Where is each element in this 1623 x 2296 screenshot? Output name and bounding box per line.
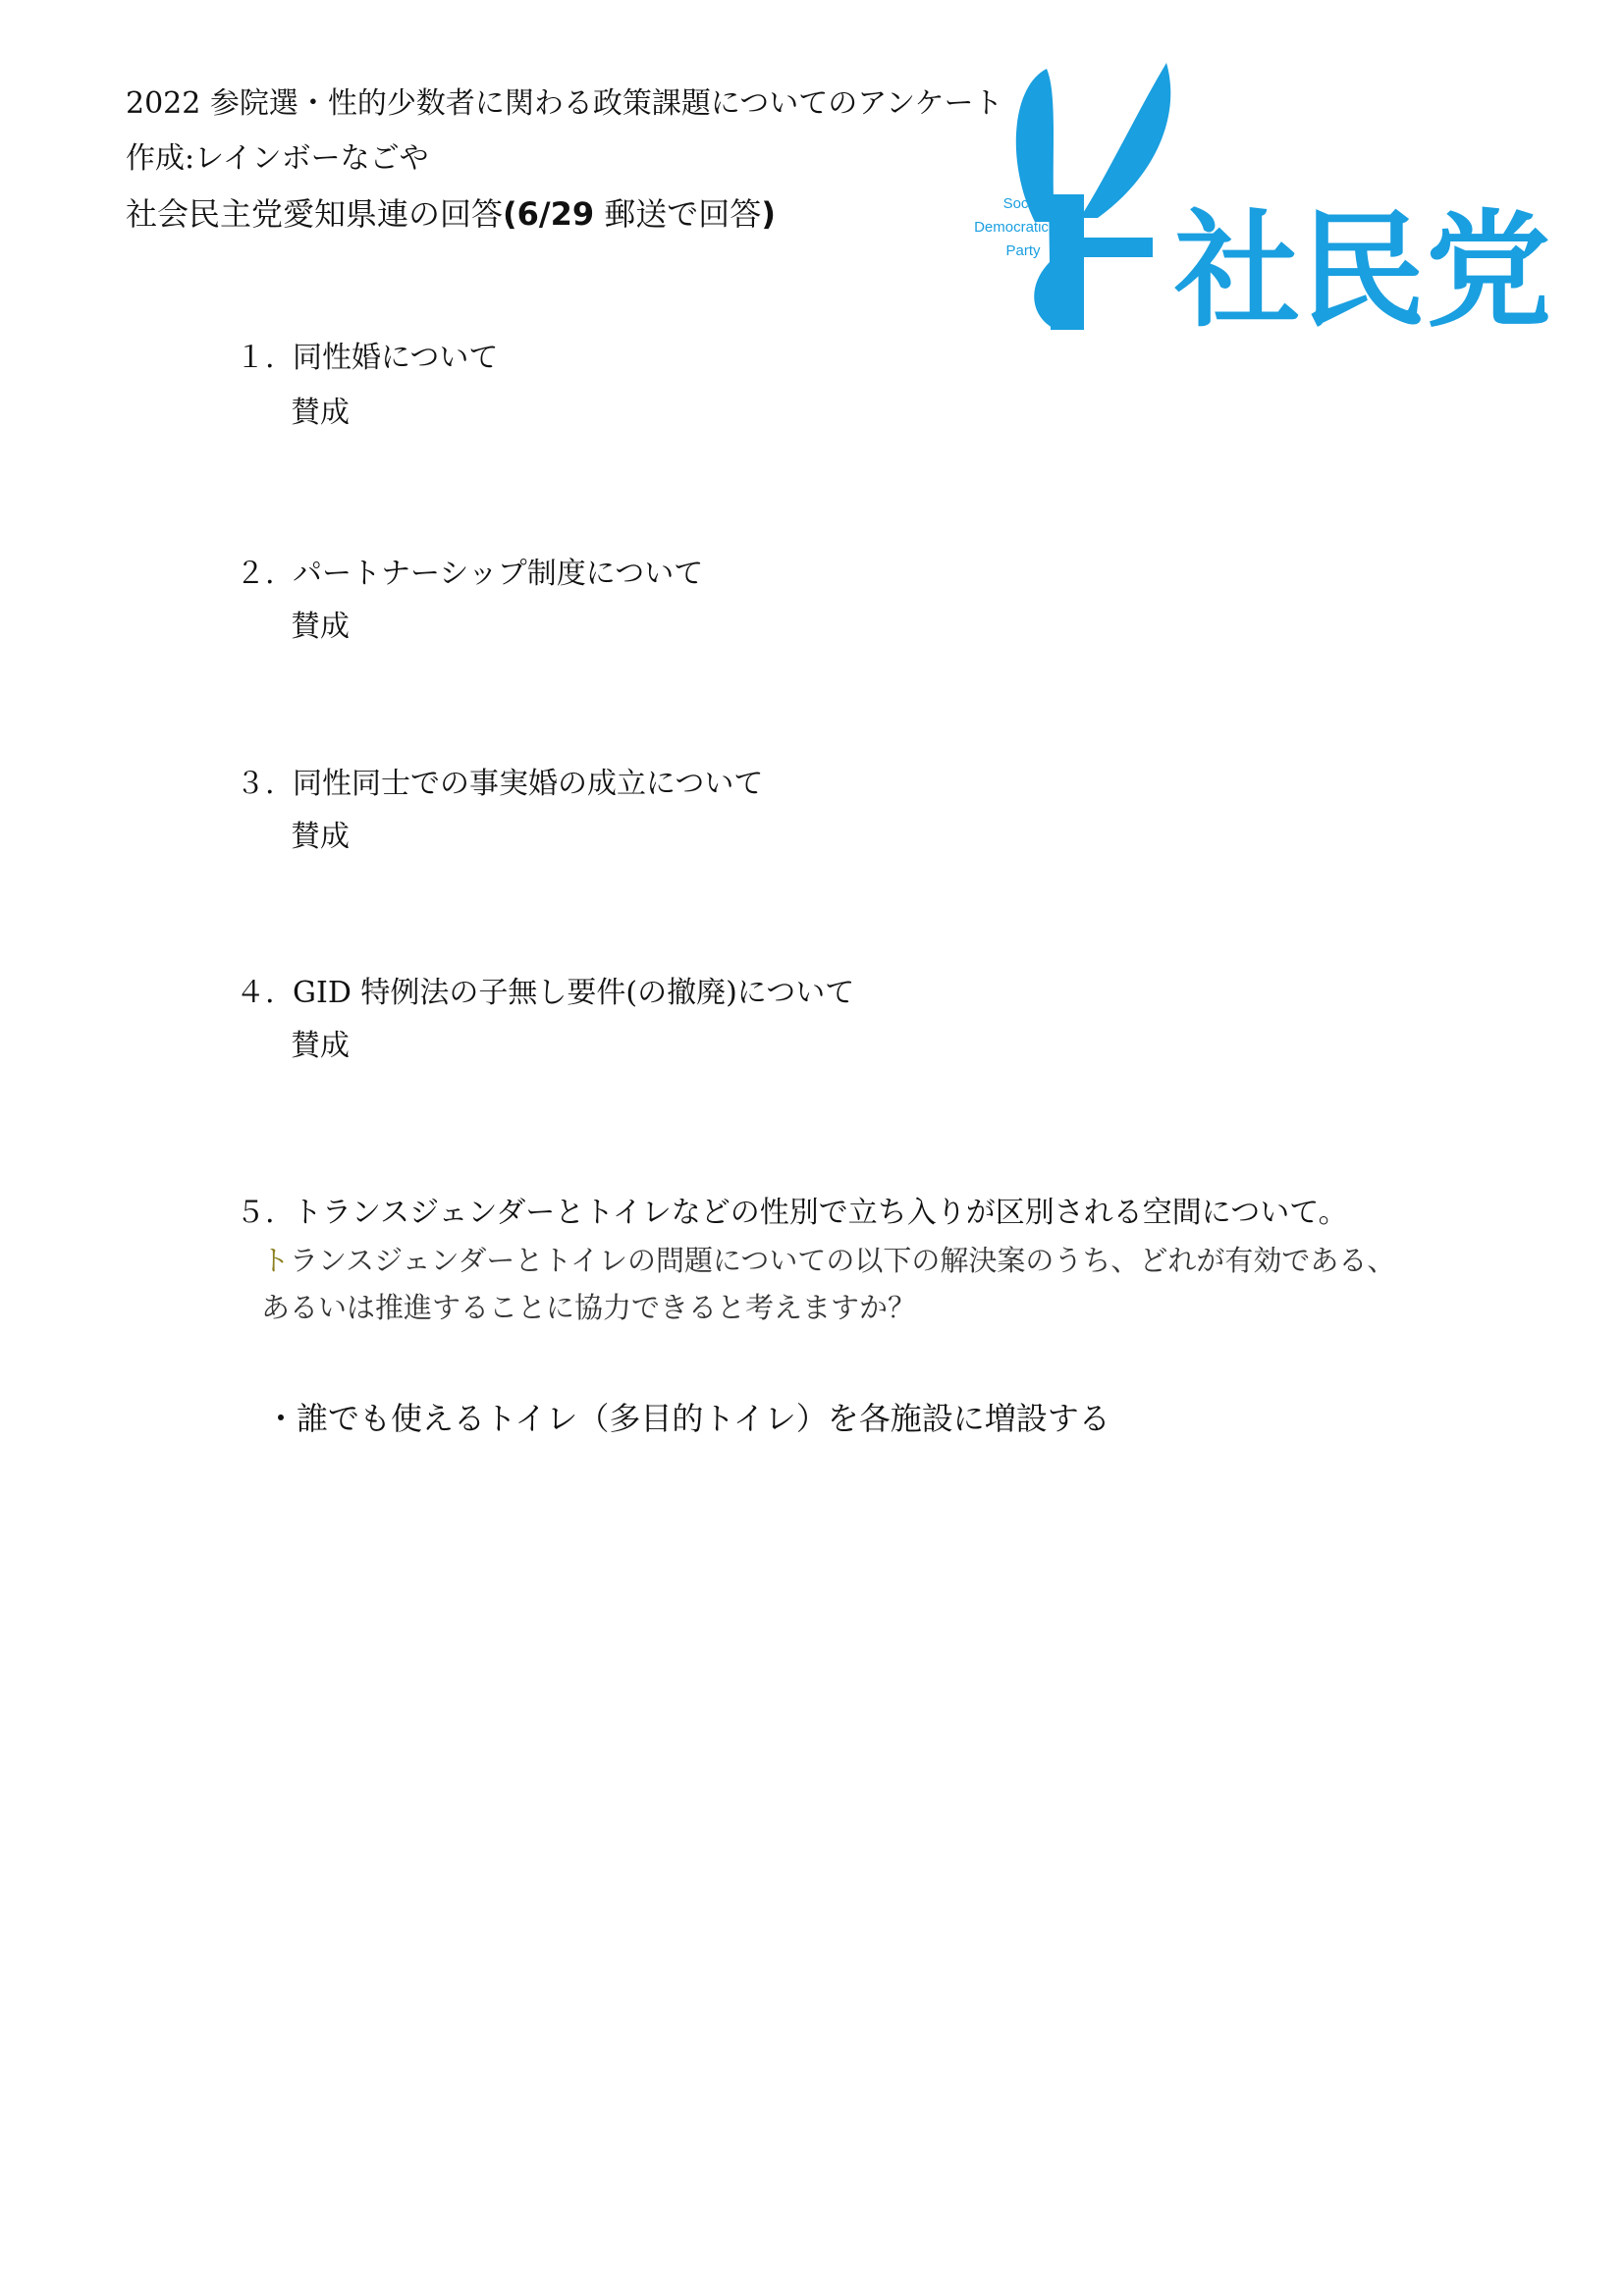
- logo-tagline-democratic: Democratic: [974, 219, 1049, 236]
- logo-tagline-party: Party: [1005, 242, 1041, 259]
- answer-heading-prefix: 社会民主党愛知県連の回答: [126, 195, 504, 233]
- question-5-option: ・誰でも使えるトイレ（多目的トイレ）を各施設に増設する: [265, 1400, 1110, 1437]
- logo-brand-name: 社民党: [1173, 198, 1552, 338]
- question-number: ４.: [236, 976, 275, 1010]
- question-5-body-line-2: あるいは推進することに協力できると考えますか？: [261, 1291, 917, 1324]
- question-1: [236, 339, 498, 378]
- question-5-body-line-1-rest: ランスジェンダーとトイレの問題についての以下の解決案のうち、どれが有効である、: [290, 1244, 1396, 1277]
- question-number: ２.: [236, 557, 275, 591]
- question-number: ５.: [236, 1196, 275, 1230]
- question-3: [236, 765, 763, 804]
- question-4: [236, 974, 854, 1013]
- logo-tagline-social: Social: [1002, 195, 1044, 212]
- question-5: [236, 1194, 1348, 1233]
- question-5-body-line-1: [261, 1241, 1395, 1280]
- answer-3: 賛成: [291, 820, 350, 854]
- question-5-body-first-char: ト: [261, 1244, 291, 1277]
- answer-heading: [126, 194, 776, 234]
- flower-emblem-icon: [974, 63, 1170, 330]
- answer-1: 賛成: [291, 396, 350, 430]
- author-line: 作成:レインボーなごや: [126, 141, 429, 176]
- question-number: ３.: [236, 767, 275, 801]
- question-2: [236, 555, 703, 594]
- answer-heading-close: ): [761, 195, 776, 233]
- answer-4: 賛成: [291, 1029, 350, 1063]
- question-text: 同性同士での事実婚の成立について: [293, 767, 764, 801]
- question-text: GID 特例法の子無し要件(の撤廃)について: [293, 976, 855, 1010]
- question-number: １.: [236, 341, 275, 375]
- question-text: トランスジェンダーとトイレなどの性別で立ち入りが区別される空間について。: [293, 1196, 1348, 1230]
- answer-heading-date: (6/29: [503, 195, 595, 233]
- survey-title: 2022 参院選・性的少数者に関わる政策課題についてのアンケート: [126, 86, 1003, 121]
- question-text: 同性婚について: [293, 341, 499, 375]
- answer-heading-method: 郵送で回答: [594, 195, 762, 233]
- question-text: パートナーシップ制度について: [293, 557, 704, 591]
- answer-2: 賛成: [291, 610, 350, 644]
- party-logo: [950, 57, 1608, 338]
